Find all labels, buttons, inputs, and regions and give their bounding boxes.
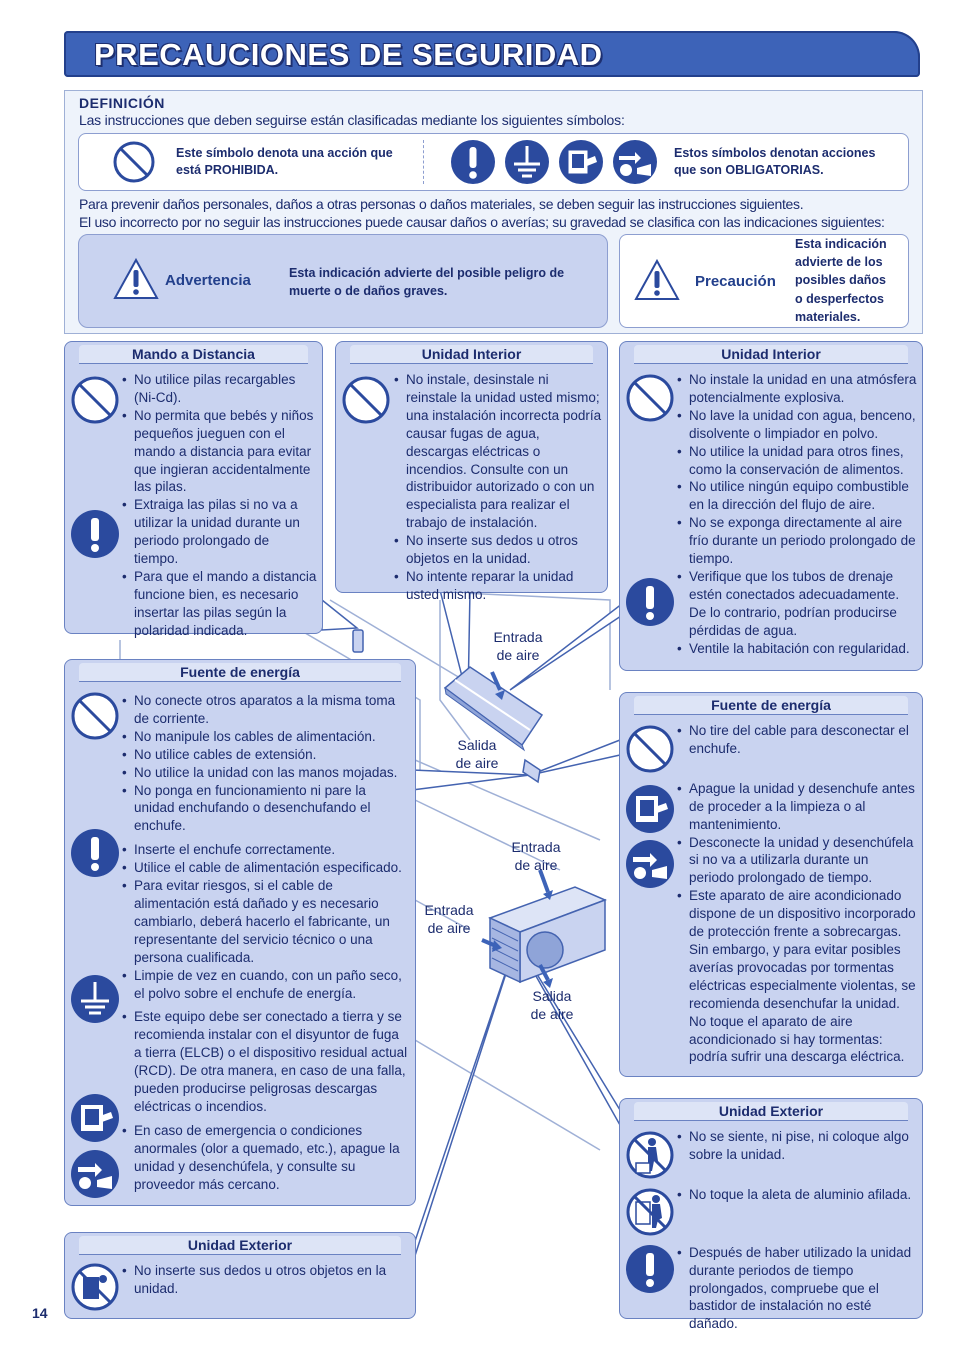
list-item: • Desconecte la unidad y desenchúfela si no va a utilizarla durante un periodo prolongado de tiempo. (677, 834, 917, 888)
outdoor-left-panel-list (122, 1262, 410, 1298)
definition-heading: DEFINICIÓN (79, 95, 165, 111)
power-left-panel-list (122, 692, 410, 1193)
switch-off-icon (624, 783, 676, 835)
no-hands-icon (69, 1261, 121, 1313)
indoor-air-outlet-label: Salida de aire (455, 737, 499, 771)
page-title: PRECAUCIONES DE SEGURIDAD (94, 37, 603, 72)
list-item: • No inserte sus dedos u otros objetos en la unidad. (122, 1262, 410, 1298)
outdoor-unit-shape (490, 887, 605, 982)
list-item: • No tire del cable para desconectar el enchufe. (677, 722, 917, 758)
list-item: • No instale la unidad en una atmósfera potencialmente explosiva. (677, 371, 917, 407)
list-item: • No manipule los cables de alimentación. (122, 728, 410, 746)
prohibited-icon (69, 690, 121, 742)
outdoor-air-inlet-left-label: Entrada de aire (424, 902, 474, 936)
power-source-panel-left (64, 659, 416, 1206)
list-item: • No utilice cables de extensión. (122, 746, 410, 764)
list-item: • No utilice ningún equipo combustible en la dirección del flujo de aire. (677, 478, 917, 514)
indoor-right-panel-title: Unidad Interior (634, 345, 908, 364)
list-item: • No permita que bebés y niños pequeños jueguen con el mando a distancia para evitar que ingieran accidentalmente las pilas. (122, 407, 317, 497)
switch-off-icon (69, 1092, 121, 1144)
list-item: • Inserte el enchufe correctamente. (122, 841, 410, 859)
outdoor-air-outlet-label: Salida de aire (530, 988, 574, 1022)
outdoor-air-inlet-top-label: Entrada de aire (511, 839, 561, 873)
mandatory-icon (624, 1243, 676, 1295)
list-item: • No utilice pilas recargables (Ni-Cd). (122, 371, 317, 407)
list-item: • Verifique que los tubos de drenaje estén conectados adecuadamente. De lo contrario, podrían producirse pérdidas de agua. (677, 568, 917, 640)
list-item: • No conecte otros aparatos a la misma toma de corriente. (122, 692, 410, 728)
outdoor-right-panel-list (677, 1128, 917, 1333)
definition-intro: Las instrucciones que deben seguirse están clasificadas mediante los siguientes símbolos: (79, 112, 625, 128)
list-item: • Limpie de vez en cuando, con un paño seco, el polvo sobre el enchufe de energía. (122, 967, 410, 1003)
list-item: • Este aparato de aire acondicionado dispone de un dispositivo incorporado de protección frente a sobrecargas. Sin embargo, y para evitar posibles averías provocadas por tormentas eléctricas especialmente violentas, se recomienda desenchufar la unidad. No toque el aparato de aire acondicionado si hay tormentas: podría sufrir una descarga eléctrica. (677, 887, 917, 1066)
indoor-mid-panel-title: Unidad Interior (350, 345, 593, 364)
indoor-mid-panel-list (394, 371, 602, 604)
remote-panel-title: Mando a Distancia (79, 345, 308, 364)
prohibited-icon (340, 374, 392, 426)
definition-paragraph: Para prevenir daños personales, daños a otras personas o daños materiales, se deben seguir las instrucciones siguientes. El uso incorrecto por no seguir las instrucciones puede causar daños o averías; su gravedad se clasifica con las indicaciones siguientes: (79, 196, 885, 230)
caution-label: Precaución (695, 273, 776, 290)
list-item: • Este equipo debe ser conectado a tierra y se recomienda instalar con el disyuntor de fuga a tierra (ELCB) o el dispositivo residual actual (RCD). De otra manera, en caso de una falla, pueden producirse peligrosas descargas eléctricas o incendios. (122, 1008, 410, 1115)
outdoor-unit-panel-left (64, 1232, 416, 1319)
list-item: • No se siente, ni pise, ni coloque algo sobre la unidad. (677, 1128, 917, 1164)
unplug-icon (69, 1148, 121, 1200)
power-right-panel-list (677, 722, 917, 1066)
list-item: • Utilice el cable de alimentación especificado. (122, 859, 410, 877)
prohibited-icon (624, 723, 676, 775)
mandatory-icon (624, 576, 676, 628)
list-item: • No lave la unidad con agua, benceno, disolvente o limpiador en polvo. (677, 407, 917, 443)
no-stepping-icon (624, 1129, 676, 1181)
indoor-right-panel-list (677, 371, 917, 658)
warning-text: Esta indicación advierte del posible peligro de muerte o de daños graves. (289, 266, 565, 298)
outdoor-unit-panel-right (619, 1098, 923, 1332)
list-item: • No inserte sus dedos u otros objetos en la unidad. (394, 532, 602, 568)
caution-text: Esta indicación advierte de los posibles daños o desperfectos materiales. (795, 237, 887, 324)
warning-label: Advertencia (165, 272, 251, 289)
list-item: • No utilice la unidad con las manos mojadas. (122, 764, 410, 782)
list-item: • No ponga en funcionamiento ni pare la unidad enchufando o desenchufando el enchufe. (122, 782, 410, 836)
remote-control-shape (353, 630, 363, 652)
list-item: • Para evitar riesgos, si el cable de alimentación está dañado y es necesario cambiarlo, deberá hacerlo el fabricante, un representante del servicio técnico o una persona cualificada. (122, 877, 410, 967)
prohibited-icon (624, 372, 676, 424)
list-item: • Para que el mando a distancia funcione bien, es necesario insertar las pilas según la polaridad indicada. (122, 568, 317, 640)
remote-control-panel (64, 341, 323, 638)
power-left-panel-title: Fuente de energía (79, 663, 401, 682)
outdoor-left-panel-title: Unidad Exterior (79, 1236, 401, 1255)
no-touch-fin-icon (624, 1186, 676, 1238)
list-item: • No toque la aleta de aluminio afilada. (677, 1186, 917, 1204)
list-item: • Después de haber utilizado la unidad durante periodos de tiempo prolongados, compruebe que el bastidor de instalación no esté dañado. (677, 1244, 917, 1334)
indoor-unit-panel-right (619, 341, 923, 671)
list-item: • En caso de emergencia o condiciones anormales (olor a quemado, etc.), apague la unidad y desenchúfela, y consulte su proveedor más cercano. (122, 1122, 410, 1194)
prohibited-icon (69, 374, 121, 426)
mandatory-icon (69, 508, 121, 560)
power-right-panel-title: Fuente de energía (634, 696, 908, 715)
page-number: 14 (32, 1305, 48, 1321)
list-item: • No se exponga directamente al aire frío durante un periodo prolongado de tiempo. (677, 514, 917, 568)
ground-icon (69, 973, 121, 1025)
power-source-panel-right (619, 692, 923, 1077)
mandatory-text: Estos símbolos denotan acciones que son OBLIGATORIAS. (674, 146, 876, 177)
list-item: • No intente reparar la unidad usted mismo. (394, 568, 602, 604)
list-item: • Apague la unidad y desenchufe antes de proceder a la limpieza o al mantenimiento. (677, 780, 917, 834)
indoor-unit-panel-middle (335, 341, 608, 602)
indoor-air-inlet-label: Entrada de aire (493, 629, 543, 663)
remote-panel-list (122, 371, 317, 640)
outdoor-right-panel-title: Unidad Exterior (634, 1102, 908, 1121)
unplug-icon (624, 838, 676, 890)
prohibited-text: Este símbolo denota una acción que está PROHIBIDA. (176, 146, 393, 177)
list-item: • No instale, desinstale ni reinstale la unidad usted mismo; una instalación incorrecta podría causar fugas de agua, descargas eléctricas o incendios. Consulte con un distribuidor autorizado o con un especialista para realizar el trabajo de instalación. (394, 371, 602, 532)
list-item: • Ventile la habitación con regularidad. (677, 640, 917, 658)
list-item: • No utilice la unidad para otros fines, como la conservación de alimentos. (677, 443, 917, 479)
mandatory-icon (69, 827, 121, 879)
list-item: • Extraiga las pilas si no va a utilizar la unidad durante un periodo prolongado de tiempo. (122, 496, 317, 568)
